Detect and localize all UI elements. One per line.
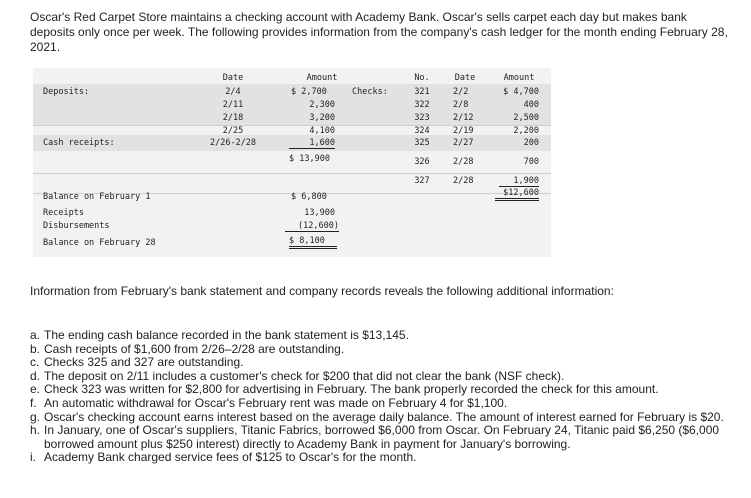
checks-total: $12,600: [495, 188, 539, 201]
deposit-amount: 3,200: [309, 113, 335, 123]
check-date: 2/12: [453, 113, 474, 123]
item-text: Check 323 was written for $2,800 for advertising in February. The bank properly recorded the check for this amount.: [44, 382, 659, 397]
check-amount: 2,200: [513, 126, 539, 136]
item-label: d.: [30, 368, 41, 383]
receipts-label: Receipts: [43, 208, 84, 218]
deposit-date: 2/4: [225, 87, 241, 97]
balance-feb-28-label: Balance on February 28: [43, 238, 156, 248]
item-text: The deposit on 2/11 includes a customer's check for $200 that did not clear the bank (NSF check).: [44, 368, 565, 383]
deposits-total: $ 13,900: [289, 154, 330, 164]
check-amount: 200: [523, 138, 539, 148]
list-item: [30, 370, 730, 384]
item-label: e.: [30, 382, 41, 397]
deposit-date: 2/25: [222, 126, 244, 136]
item-text: Oscar's checking account earns interest based on the average daily balance. The amount of interest earned for February is $20.: [44, 409, 724, 424]
header-check-amount: Amount: [503, 73, 535, 83]
deposit-date: 2/26-2/28: [209, 138, 257, 148]
cash-receipts-label: Cash receipts:: [43, 138, 115, 148]
check-date: 2/27: [453, 138, 474, 148]
check-date: 2/28: [453, 176, 474, 186]
check-number: 327: [414, 176, 430, 186]
list-item: [30, 451, 730, 465]
item-label: b.: [30, 341, 41, 356]
deposits-label: Deposits:: [43, 87, 90, 97]
check-amount: 700: [523, 157, 539, 167]
item-text: Academy Bank charged service fees of $125 to Oscar's for the month.: [44, 450, 417, 465]
check-number: 325: [414, 138, 430, 148]
check-date: 2/19: [453, 126, 474, 136]
list-item: [30, 383, 730, 397]
cash-ledger-table: [33, 68, 551, 257]
disbursements-amount: (12,600): [285, 221, 339, 232]
check-number: 321: [414, 87, 430, 97]
additional-info-heading: Information from February's bank statement and company records reveals the following additional information:: [30, 284, 614, 298]
problem-intro: Oscar's Red Carpet Store maintains a checking account with Academy Bank. Oscar's sells carpet each day but makes bank deposits only once per week. The following provides information from the company's cash ledger for the month ending February 28, 2021.: [30, 10, 728, 54]
header-deposit-date: Date: [222, 73, 244, 83]
list-item: [30, 424, 730, 451]
list-item: [30, 343, 730, 357]
item-text: Cash receipts of $1,600 from 2/26–2/28 are outstanding.: [44, 341, 345, 356]
check-number: 324: [414, 126, 430, 136]
item-label: f.: [30, 395, 37, 410]
check-amount: 2,500: [513, 113, 539, 123]
check-date: 2/2: [453, 87, 469, 97]
balance-feb-1-amount: $ 6,800: [291, 192, 327, 202]
deposit-amount: 2,300: [309, 100, 335, 110]
check-amount: $ 4,700: [503, 87, 539, 97]
deposit-amount: 1,600: [289, 138, 335, 149]
item-text: The ending cash balance recorded in the bank statement is $13,145.: [44, 328, 409, 342]
balance-feb-1-label: Balance on February 1: [43, 192, 151, 202]
deposit-date: 2/18: [222, 113, 244, 123]
check-date: 2/8: [453, 100, 469, 110]
receipts-amount: 13,900: [304, 208, 335, 218]
additional-info-list: [30, 329, 730, 465]
row-separator: [33, 173, 551, 174]
item-label: i.: [30, 450, 36, 465]
item-label: c.: [30, 355, 40, 370]
check-amount: 1,900: [499, 176, 539, 187]
list-item: [30, 329, 730, 343]
header-check-date: Date: [454, 73, 476, 83]
item-text: An automatic withdrawal for Oscar's February rent was made on February 4 for $1,100.: [44, 395, 508, 410]
check-number: 323: [414, 113, 430, 123]
disbursements-label: Disbursements: [43, 221, 110, 231]
item-text: In January, one of Oscar's suppliers, Titanic Fabrics, borrowed $6,000 from Oscar. On February 24, Titanic paid $6,250 ($6,000 borrowed amount plus $250 interest) directly to Academy Bank in payment for January's borrowing.: [44, 423, 720, 451]
check-number: 322: [414, 100, 430, 110]
check-number: 326: [414, 157, 430, 167]
header-check-no: No.: [414, 73, 430, 83]
list-item: [30, 397, 730, 411]
item-text: Checks 325 and 327 are outstanding.: [44, 355, 244, 370]
item-label: h.: [30, 423, 41, 438]
header-amount: Amount: [306, 73, 338, 83]
item-label: a.: [30, 328, 41, 342]
item-label: g.: [30, 409, 41, 424]
check-date: 2/28: [453, 157, 474, 167]
list-item: [30, 411, 730, 425]
balance-feb-28-amount: $ 8,100: [289, 236, 337, 249]
deposit-amount: $ 2,700: [291, 87, 327, 97]
check-amount: 400: [523, 100, 539, 110]
deposit-date: 2/11: [222, 100, 244, 110]
list-item: [30, 356, 730, 370]
deposit-amount: 4,100: [309, 126, 335, 136]
checks-label: Checks:: [352, 87, 388, 97]
